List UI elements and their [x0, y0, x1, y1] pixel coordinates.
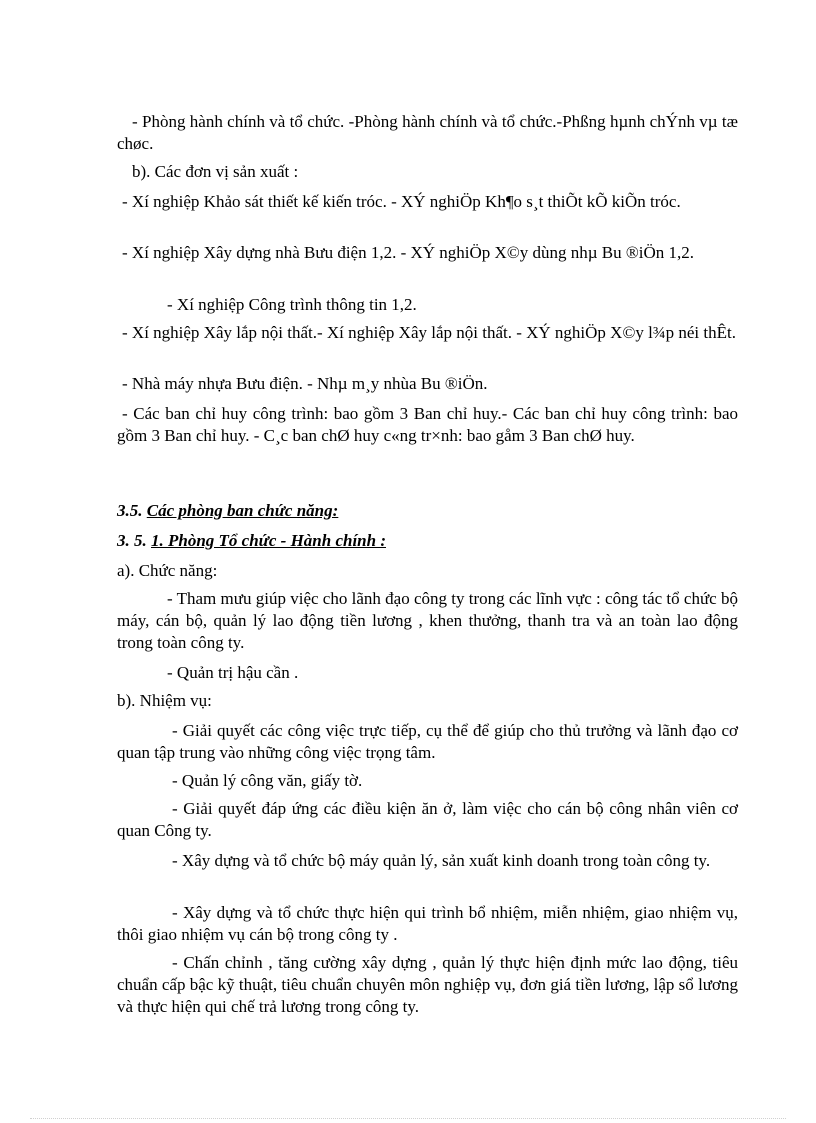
unit-item: - Nhà máy nhựa Bưu điện. - Nhµ m¸y nhùa Bu ®iÖn. — [122, 374, 488, 393]
section-heading-3-5-1 — [117, 530, 386, 552]
duty-label: b). Nhiệm vụ: — [117, 691, 212, 710]
unit-item: - Các ban chỉ huy công trình: bao gồm 3 Ban chỉ huy.- Các ban chỉ huy công trình: bao gồm 3 Ban chỉ huy. - C¸c ban chØ huy c«ng tr×nh: bao gåm 3 Ban chØ huy. — [117, 404, 738, 445]
page-bottom-divider — [30, 1118, 786, 1119]
duty-item: - Giải quyết đáp ứng các điều kiện ăn ở, làm việc cho cán bộ công nhân viên cơ quan Công ty. — [117, 799, 738, 840]
duty-item: - Giải quyết các công việc trực tiếp, cụ thể để giúp cho thủ trưởng và lãnh đạo cơ quan tập trung vào những công việc trọng tâm. — [117, 721, 738, 762]
unit-item: - Xí nghiệp Xây lắp nội thất.- Xí nghiệp Xây lắp nội thất. - XÝ nghiÖp X©y l¾p néi thÊt. — [122, 323, 736, 342]
section-number: 3.5. — [117, 501, 143, 520]
unit-item: - Xí nghiệp Công trình thông tin 1,2. — [167, 295, 417, 314]
function-label: a). Chức năng: — [117, 561, 218, 580]
function-item: - Quản trị hậu cần . — [167, 663, 299, 682]
section-title: 1. Phòng Tổ chức - Hành chính : — [151, 531, 386, 550]
duty-item: - Xây dựng và tổ chức bộ máy quản lý, sản xuất kinh doanh trong toàn công ty. — [172, 851, 711, 870]
duty-item: - Xây dựng và tổ chức thực hiện qui trình bổ nhiệm, miễn nhiệm, giao nhiệm vụ, thôi giao nhiệm vụ cán bộ trong công ty . — [117, 903, 738, 944]
section-number: 3. 5. — [117, 531, 147, 550]
dept-admin-line: - Phòng hành chính và tổ chức. -Phòng hành chính và tổ chức.-Phßng hµnh chÝnh vµ tæ chøc. — [117, 112, 738, 153]
section-heading-3-5 — [117, 500, 338, 522]
function-item: - Tham mưu giúp việc cho lãnh đạo công ty trong các lĩnh vực : công tác tổ chức bộ máy, cán bộ, quản lý lao động tiền lương , khen thưởng, thanh tra và an toàn lao động trong toàn công ty. — [117, 589, 738, 652]
section-title: Các phòng ban chức năng: — [146, 501, 339, 520]
production-units-label: b). Các đơn vị sản xuất : — [132, 162, 299, 181]
duty-item: - Chấn chỉnh , tăng cường xây dựng , quản lý thực hiện định mức lao động, tiêu chuẩn cấp bậc kỹ thuật, tiêu chuẩn chuyên môn nghiệp vụ, đơn giá tiền lương, lập sổ lương và thực hiện qui chế trả lương trong công ty. — [117, 953, 738, 1016]
duty-item: - Quản lý công văn, giấy tờ. — [172, 771, 363, 790]
unit-item: - Xí nghiệp Khảo sát thiết kế kiến tróc. - XÝ nghiÖp Kh¶o s¸t thiÕt kÕ kiÕn tróc. — [122, 192, 681, 211]
unit-item: - Xí nghiệp Xây dựng nhà Bưu điện 1,2. - XÝ nghiÖp X©y dùng nhµ Bu ®iÖn 1,2. — [122, 243, 695, 262]
